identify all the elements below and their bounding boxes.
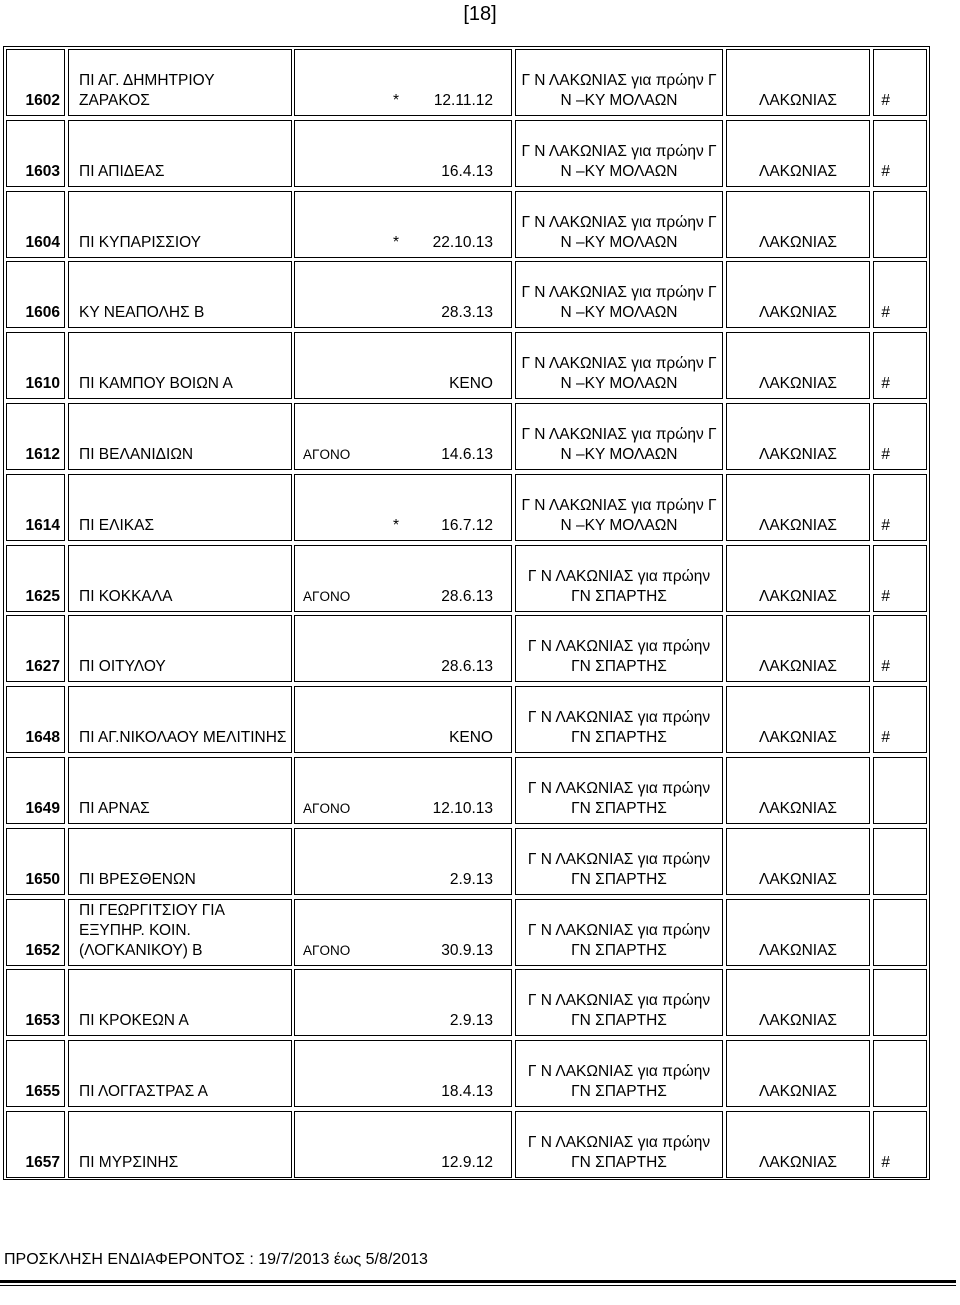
vacancy-date: 16.4.13 [441,162,493,180]
hash-mark-cell [873,1111,927,1178]
agono-label: ΑΓΟΝΟ [303,942,351,958]
date-cell [294,332,512,399]
directorate: Γ Ν ΛΑΚΩΝΙΑΣ για πρώην Γ Ν –ΚΥ ΜΟΛΑΩΝ [521,496,717,534]
unit-name-cell [68,1111,292,1178]
position-code-cell [6,757,65,824]
prefecture: ΛΑΚΩΝΙΑΣ [758,1154,838,1171]
directorate: Γ Ν ΛΑΚΩΝΙΑΣ για πρώην Γ Ν –ΚΥ ΜΟΛΑΩΝ [521,284,717,322]
prefecture: ΛΑΚΩΝΙΑΣ [758,92,838,109]
directorate-cell [515,828,723,895]
unit-name: ΚΥ ΝΕΑΠΟΛΗΣ Β [79,304,205,322]
directorate-cell [515,615,723,682]
prefecture-cell [726,828,870,895]
directorate-cell [515,332,723,399]
directorate-cell [515,686,723,753]
prefecture-cell [726,261,870,328]
star-mark: * [392,92,399,109]
directorate: Γ Ν ΛΑΚΩΝΙΑΣ για πρώην ΓΝ ΣΠΑΡΤΗΣ [527,1134,711,1171]
position-code: 1657 [25,1154,60,1171]
page-number: [18] [463,3,497,25]
hash-mark-cell [873,49,927,116]
date-cell [294,686,512,753]
prefecture-cell [726,757,870,824]
vacancy-date: 28.3.13 [441,304,493,322]
unit-name: ΠΙ ΚΑΜΠΟΥ ΒΟΙΩΝ Α [79,375,233,393]
table-row [4,755,929,825]
position-code-cell [6,191,65,258]
prefecture: ΛΑΚΩΝΙΑΣ [758,375,838,393]
position-code: 1610 [25,375,60,393]
position-code: 1648 [25,729,60,747]
hash-mark: # [881,587,890,605]
directorate-cell [515,261,723,328]
hash-mark: # [881,304,890,322]
position-code-cell [6,828,65,895]
prefecture: ΛΑΚΩΝΙΑΣ [758,233,838,251]
date-cell [294,545,512,612]
prefecture: ΛΑΚΩΝΙΑΣ [758,1012,838,1030]
position-code: 1603 [25,162,60,180]
position-code-cell [6,899,65,966]
prefecture: ΛΑΚΩΝΙΑΣ [758,587,838,605]
table-row [4,472,929,542]
prefecture: ΛΑΚΩΝΙΑΣ [758,1083,838,1101]
prefecture-cell [726,969,870,1036]
hash-mark: # [881,446,890,463]
unit-name-cell [68,261,292,328]
table-row [4,543,929,613]
unit-name-cell [68,545,292,612]
directorate: Γ Ν ΛΑΚΩΝΙΑΣ για πρώην ΓΝ ΣΠΑΡΤΗΣ [527,992,711,1030]
unit-name-cell [68,969,292,1036]
hash-mark-cell [873,403,927,470]
position-code: 1650 [25,870,60,888]
position-code-cell [6,545,65,612]
unit-name: ΠΙ ΒΡΕΣΘΕΝΩΝ [79,870,196,888]
vacancy-date: 2.9.13 [449,870,493,888]
table-row [4,189,929,259]
prefecture: ΛΑΚΩΝΙΑΣ [758,941,838,959]
unit-name-cell [68,615,292,682]
agono-label: ΑΓΟΝΟ [303,801,351,816]
position-code: 1652 [25,941,60,959]
position-code-cell [6,1111,65,1178]
directorate: Γ Ν ΛΑΚΩΝΙΑΣ για πρώην ΓΝ ΣΠΑΡΤΗΣ [527,638,711,676]
directorate-cell [515,1111,723,1178]
directorate: Γ Ν ΛΑΚΩΝΙΑΣ για πρώην Γ Ν –ΚΥ ΜΟΛΑΩΝ [521,426,717,463]
position-code-cell [6,969,65,1036]
agono-label: ΑΓΟΝΟ [303,588,351,604]
directorate: Γ Ν ΛΑΚΩΝΙΑΣ για πρώην Γ Ν –ΚΥ ΜΟΛΑΩΝ [521,355,717,393]
prefecture: ΛΑΚΩΝΙΑΣ [758,658,838,676]
footer-rule-thin [0,1285,956,1286]
hash-mark: # [881,375,890,393]
unit-name-cell [68,899,292,966]
position-code-cell [6,686,65,753]
vacancy-date: 2.9.13 [449,1012,493,1030]
vacancy-date: 28.6.13 [441,587,493,605]
directorate: Γ Ν ΛΑΚΩΝΙΑΣ για πρώην ΓΝ ΣΠΑΡΤΗΣ [527,850,711,888]
vacancy-date: 12.9.12 [441,1154,493,1171]
directorate-cell [515,1040,723,1107]
hash-mark-cell [873,120,927,187]
prefecture-cell [726,1111,870,1178]
position-code: 1649 [25,800,60,817]
prefecture-cell [726,545,870,612]
directorate: Γ Ν ΛΑΚΩΝΙΑΣ για πρώην ΓΝ ΣΠΑΡΤΗΣ [527,780,711,817]
prefecture: ΛΑΚΩΝΙΑΣ [758,304,838,322]
unit-name-cell [68,757,292,824]
directorate: Γ Ν ΛΑΚΩΝΙΑΣ για πρώην ΓΝ ΣΠΑΡΤΗΣ [527,921,711,959]
position-code: 1612 [25,446,60,463]
date-cell [294,828,512,895]
table-row [4,1038,929,1108]
unit-name-cell [68,49,292,116]
position-code: 1606 [25,304,60,322]
directorate-cell [515,474,723,541]
star-mark: * [392,516,399,534]
unit-name: ΠΙ ΓΕΩΡΓΙΤΣΙΟΥ ΓΙΑ ΕΞΥΠΗΡ. ΚΟΙΝ. (ΛΟΓΚΑΝΙΚΟΥ) Β [79,901,225,959]
position-code-cell [6,615,65,682]
date-cell [294,969,512,1036]
prefecture-cell [726,899,870,966]
position-code-cell [6,1040,65,1107]
unit-name-cell [68,191,292,258]
vacancy-date: ΚΕΝΟ [449,729,493,747]
hash-mark: # [881,729,890,747]
prefecture-cell [726,49,870,116]
unit-name: ΠΙ ΜΥΡΣΙΝΗΣ [79,1154,179,1171]
date-cell [294,261,512,328]
position-code: 1655 [25,1083,60,1101]
directorate-cell [515,757,723,824]
vacancy-date: 30.9.13 [441,941,493,959]
table-row [4,613,929,683]
hash-mark-cell [873,899,927,966]
prefecture-cell [726,332,870,399]
date-cell [294,474,512,541]
unit-name-cell [68,686,292,753]
directorate-cell [515,49,723,116]
date-cell [294,1040,512,1107]
position-code: 1625 [25,587,60,605]
prefecture-cell [726,191,870,258]
prefecture: ΛΑΚΩΝΙΑΣ [758,729,838,747]
position-code: 1604 [25,233,60,251]
date-cell [294,615,512,682]
unit-name: ΠΙ ΕΛΙΚΑΣ [79,516,155,534]
vacancy-date: 12.10.13 [432,800,493,817]
hash-mark-cell [873,545,927,612]
prefecture: ΛΑΚΩΝΙΑΣ [758,800,838,817]
positions-table [3,46,930,1180]
date-cell [294,191,512,258]
prefecture-cell [726,120,870,187]
unit-name: ΠΙ ΚΟΚΚΑΛΑ [79,587,173,605]
table-row [4,330,929,400]
footer-announcement: ΠΡΟΣΚΛΗΣΗ ΕΝΔΙΑΦΕΡΟΝΤΟΣ : 19/7/2013 έως 5/8/2013 [4,1251,428,1268]
position-code: 1602 [25,92,60,109]
hash-mark-cell [873,615,927,682]
position-code: 1614 [25,516,60,534]
unit-name-cell [68,120,292,187]
hash-mark-cell [873,332,927,399]
directorate-cell [515,191,723,258]
hash-mark-cell [873,828,927,895]
directorate: Γ Ν ΛΑΚΩΝΙΑΣ για πρώην Γ Ν –ΚΥ ΜΟΛΑΩΝ [521,213,717,251]
unit-name: ΠΙ ΚΥΠΑΡΙΣΣΙΟΥ [79,233,202,251]
directorate: Γ Ν ΛΑΚΩΝΙΑΣ για πρώην ΓΝ ΣΠΑΡΤΗΣ [527,1063,711,1101]
prefecture: ΛΑΚΩΝΙΑΣ [758,446,838,463]
date-cell [294,1111,512,1178]
date-cell [294,120,512,187]
footer-rule [0,1280,956,1283]
unit-name-cell [68,474,292,541]
position-code: 1653 [25,1012,60,1030]
hash-mark-cell [873,969,927,1036]
prefecture: ΛΑΚΩΝΙΑΣ [758,162,838,180]
directorate-cell [515,969,723,1036]
unit-name: ΠΙ ΑΡΝΑΣ [79,800,150,817]
hash-mark-cell [873,1040,927,1107]
hash-mark-cell [873,191,927,258]
hash-mark-cell [873,261,927,328]
unit-name-cell [68,403,292,470]
unit-name-cell [68,828,292,895]
hash-mark: # [881,516,890,534]
agono-label: ΑΓΟΝΟ [303,447,351,462]
unit-name: ΠΙ ΛΟΓΓΑΣΤΡΑΣ Α [79,1083,208,1101]
unit-name: ΠΙ ΑΓ. ΔΗΜΗΤΡΙΟΥ ΖΑΡΑΚΟΣ [79,72,215,109]
hash-mark: # [881,92,890,109]
vacancy-date: 28.6.13 [441,658,493,676]
table-row [4,1109,929,1179]
vacancy-date: 18.4.13 [441,1083,493,1101]
directorate: Γ Ν ΛΑΚΩΝΙΑΣ για πρώην Γ Ν –ΚΥ ΜΟΛΑΩΝ [521,142,717,180]
vacancy-date: 16.7.12 [441,516,493,534]
date-cell [294,899,512,966]
prefecture: ΛΑΚΩΝΙΑΣ [758,516,838,534]
vacancy-date: 12.11.12 [433,92,493,109]
directorate-cell [515,120,723,187]
directorate: Γ Ν ΛΑΚΩΝΙΑΣ για πρώην ΓΝ ΣΠΑΡΤΗΣ [527,709,711,747]
table-row [4,826,929,896]
prefecture-cell [726,474,870,541]
date-cell [294,49,512,116]
position-code-cell [6,120,65,187]
table-row [4,259,929,329]
prefecture: ΛΑΚΩΝΙΑΣ [758,870,838,888]
hash-mark: # [881,162,890,180]
directorate: Γ Ν ΛΑΚΩΝΙΑΣ για πρώην ΓΝ ΣΠΑΡΤΗΣ [527,567,711,605]
table-row [4,967,929,1037]
unit-name: ΠΙ ΑΠΙΔΕΑΣ [79,162,165,180]
table-row [4,118,929,188]
date-cell [294,757,512,824]
position-code-cell [6,261,65,328]
table-row [4,897,929,967]
unit-name: ΠΙ ΚΡΟΚΕΩΝ Α [79,1012,189,1030]
table-row [4,401,929,471]
position-code-cell [6,332,65,399]
directorate-cell [515,545,723,612]
prefecture-cell [726,1040,870,1107]
directorate-cell [515,403,723,470]
position-code-cell [6,403,65,470]
position-code: 1627 [25,658,60,676]
vacancy-date: 14.6.13 [441,446,493,463]
hash-mark-cell [873,757,927,824]
position-code-cell [6,49,65,116]
directorate: Γ Ν ΛΑΚΩΝΙΑΣ για πρώην Γ Ν –ΚΥ ΜΟΛΑΩΝ [521,72,717,109]
vacancy-date: 22.10.13 [432,233,493,251]
hash-mark: # [881,658,890,676]
prefecture-cell [726,615,870,682]
date-cell [294,403,512,470]
prefecture-cell [726,403,870,470]
unit-name-cell [68,1040,292,1107]
unit-name: ΠΙ ΒΕΛΑΝΙΔΙΩΝ [79,446,194,463]
table-row [4,684,929,754]
position-code-cell [6,474,65,541]
unit-name: ΠΙ ΟΙΤΥΛΟΥ [79,658,166,676]
unit-name-cell [68,332,292,399]
vacancy-date: ΚΕΝΟ [449,375,493,393]
prefecture-cell [726,686,870,753]
unit-name: ΠΙ ΑΓ.ΝΙΚΟΛΑΟΥ ΜΕΛΙΤΙΝΗΣ [79,729,287,747]
star-mark: * [392,233,399,251]
directorate-cell [515,899,723,966]
table-row [4,47,929,117]
hash-mark-cell [873,474,927,541]
hash-mark-cell [873,686,927,753]
hash-mark: # [881,1154,890,1171]
